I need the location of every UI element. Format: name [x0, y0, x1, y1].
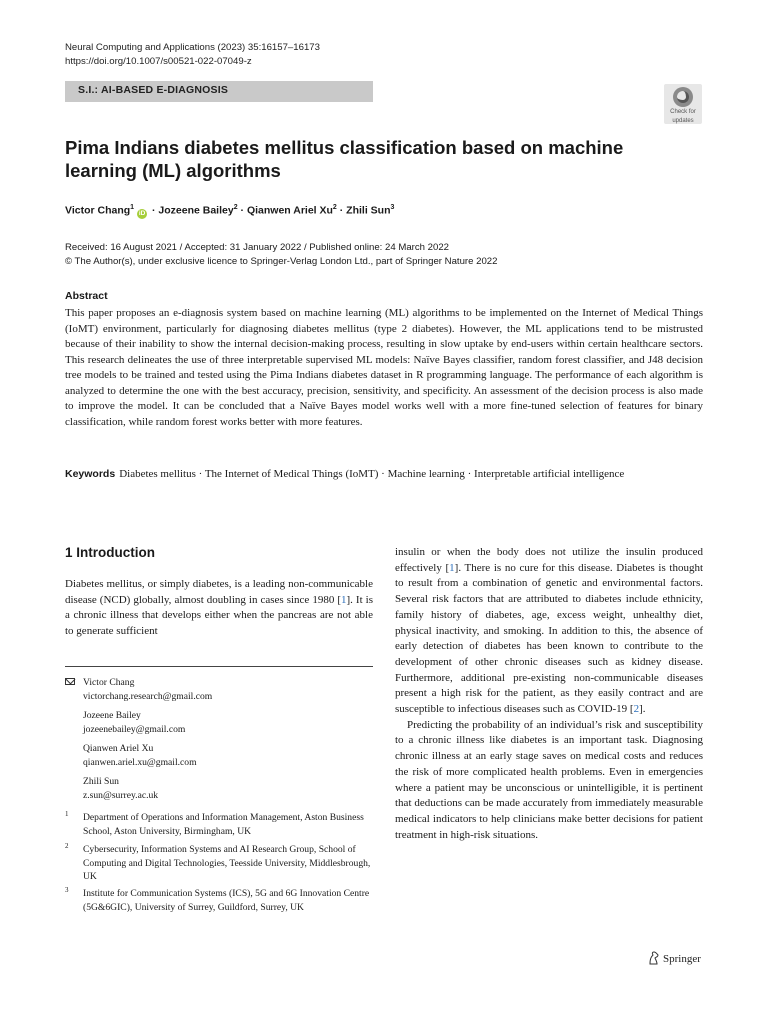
springer-footer — [648, 951, 701, 965]
author-name[interactable]: Qianwen Ariel Xu — [246, 204, 333, 217]
author-affil-sup: 3 — [390, 204, 395, 211]
paragraph: Predicting the probability of an individual’s risk and susceptibility to a chronic illness like diabetes is an important task. Diagnosing chronic illness at an early stage saves on medical costs and reduces the risk of more complicated health problems. Even in emergencies where a patient may be unconscious or unintelligible, it is pertinent that deductions can be made accurately from immediately measurable medical indicators to help clinicians make better decisions for patient treatment in high-risk situations. — [395, 718, 703, 841]
contact-name: Victor Chang — [83, 677, 135, 688]
journal-citation: Neural Computing and Applications (2023) 35:16157–16173 — [65, 42, 320, 53]
journal-header — [65, 41, 320, 69]
citation-link[interactable]: 1 — [449, 561, 455, 574]
check-updates-label-2: updates — [672, 118, 694, 124]
author-name[interactable]: Jozeene Bailey — [158, 204, 234, 217]
envelope-icon — [65, 678, 75, 685]
keywords-list: Diabetes mellitus · The Internet of Medical Things (IoMT) · Machine learning · Interpretable artificial intelligence — [119, 468, 625, 480]
affiliation-text: Department of Operations and Information Management, Aston Business School, Aston University, Birmingham, UK — [83, 812, 364, 837]
citation-link[interactable]: 1 — [341, 593, 347, 606]
paragraph: Diabetes mellitus, or simply diabetes, is a leading non-communicable disease (NCD) globally, almost doubling in cases since 1980 [1]. It is a chronic illness that develops either when the pancreas are not able to generate sufficient — [65, 578, 373, 638]
check-updates-icon — [673, 87, 693, 107]
section-banner — [65, 81, 373, 102]
article-title: Pima Indians diabetes mellitus classification based on machine learning (ML) algorithms — [65, 137, 624, 181]
section-label: S.I.: AI-BASED E-DIAGNOSIS — [78, 84, 229, 96]
affiliation-text: Institute for Communication Systems (ICS), 5G and 6G Innovation Centre (5G&6GIC), University of Surrey, Guildford, Surrey, UK — [83, 888, 370, 913]
publication-dates: Received: 16 August 2021 / Accepted: 31 January 2022 / Published online: 24 March 2022 — [65, 242, 450, 253]
abstract-text: This paper proposes an e-diagnosis system based on machine learning (ML) algorithms to be implemented on the Internet of Medical Things (IoMT) environment, particularly for diagnosing diabetes mellitus (type 2 diabetes). However, the ML applications tend to be mistrusted because of their inability to show the internal decision-making process, resulting in slow uptake by end-users within certain healthcare sectors. This research delineates the use of three interpretable supervised ML models: Naïve Bayes classifier, random forest classifier, and J48 decision tree models to be trained and tested using the Pima Indians diabetes dataset in R programming language. The performance of each algorithm is analyzed to determine the one with the best accuracy, precision, sensitivity, and specificity. An assessment of the decision process is also made to improve the model. It can be concluded that a Naïve Bayes model works well with a more fine-tuned selection of features for binary classification, while random forest works better with more features. — [65, 307, 703, 428]
contact-email[interactable]: jozeenebailey@gmail.com — [83, 723, 186, 735]
contact-email[interactable]: z.sun@surrey.ac.uk — [83, 789, 159, 801]
check-updates-label-1: Check for — [670, 109, 696, 115]
keywords — [65, 466, 703, 482]
correspondence-block — [65, 676, 373, 808]
contact-entry — [83, 742, 373, 769]
abstract-heading: Abstract — [65, 290, 108, 302]
contact-name: Jozeene Bailey — [83, 710, 141, 721]
paragraph: insulin or when the body does not utilize the insulin produced effectively [1]. There is no cure for this disease. Diabetes is thought to result from a combination of genetic and environmental factors. Several risk factors that are attributed to diabetes include ethnicity, family history of diabetes, age, excess weight, unhealthy diet, physical inactivity, and smoking. In addition to this, the absence of early detection of diabetes has been known to contribute to the development of other chronic diseases such as kidney disease. Furthermore, additional pre-existing non-communicable diseases present a high risk for the patient, as they easily contract and are susceptible to infectious diseases such as COVID-19 [2]. — [395, 546, 703, 716]
author-list — [65, 204, 394, 219]
section-heading-introduction: 1 Introduction — [65, 545, 155, 560]
contact-email[interactable]: victorchang.research@gmail.com — [83, 690, 213, 702]
affiliation-entry — [65, 811, 373, 838]
contact-email[interactable]: qianwen.ariel.xu@gmail.com — [83, 756, 197, 768]
affiliation-number: 3 — [65, 886, 69, 894]
author-affil-sup: 1 — [130, 204, 135, 211]
author-affil-sup: 2 — [233, 204, 238, 211]
author-name[interactable]: Victor Chang — [65, 204, 131, 217]
affiliation-number: 2 — [65, 842, 69, 850]
publication-info — [65, 241, 497, 269]
contact-name: Qianwen Ariel Xu — [83, 743, 154, 754]
author-separator: · — [240, 204, 245, 217]
contact-name: Zhili Sun — [83, 776, 119, 787]
publisher-name: Springer — [663, 953, 701, 965]
affiliation-entry — [65, 843, 373, 884]
doi-link[interactable]: https://doi.org/10.1007/s00521-022-07049-z — [65, 56, 252, 67]
check-for-updates-badge[interactable] — [664, 84, 702, 124]
springer-horse-icon — [648, 951, 660, 965]
author-separator: · — [151, 204, 156, 217]
contact-entry — [83, 775, 373, 802]
right-column-text — [395, 545, 703, 843]
contact-entry — [83, 676, 373, 703]
affiliation-text: Cybersecurity, Information Systems and AI Research Group, School of Computing and Digital Technologies, Teesside University, Middlesbrough, UK — [83, 844, 371, 882]
affiliation-entry — [65, 887, 373, 914]
author-name[interactable]: Zhili Sun — [346, 204, 391, 217]
affiliation-number: 1 — [65, 810, 69, 818]
author-affil-sup: 2 — [332, 204, 337, 211]
keywords-label: Keywords — [65, 468, 116, 480]
contact-entry — [83, 709, 373, 736]
left-column-text — [65, 577, 373, 640]
orcid-icon[interactable]: iD — [138, 209, 146, 217]
author-separator: · — [339, 204, 344, 217]
copyright-notice: © The Author(s), under exclusive licence to Springer-Verlag London Ltd., part of Springer Nature 2022 — [65, 256, 498, 267]
footnote-divider — [65, 666, 373, 667]
citation-link[interactable]: 2 — [633, 703, 640, 716]
